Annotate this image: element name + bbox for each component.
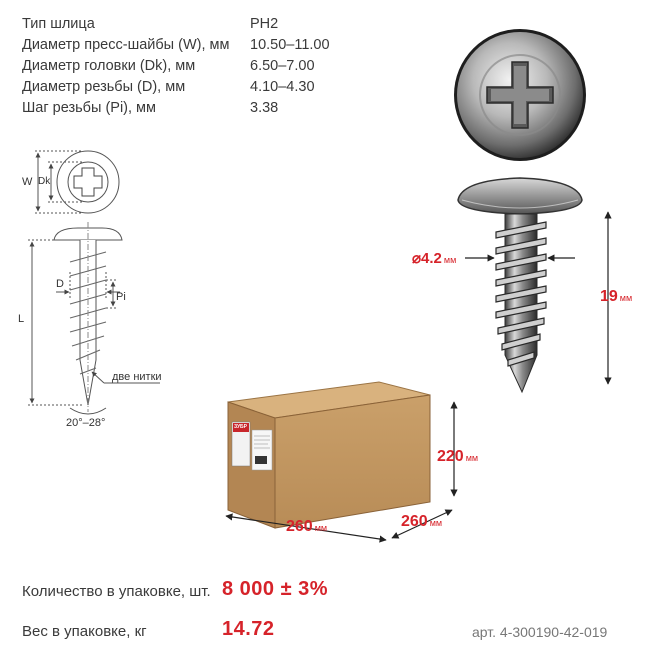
label-dk: Dk bbox=[38, 176, 51, 187]
weight-label: Вес в упаковке, кг bbox=[22, 623, 147, 640]
length-dimension bbox=[600, 288, 632, 306]
box-depth-unit: мм bbox=[429, 518, 443, 528]
screw-thread-ridges bbox=[496, 222, 546, 366]
diameter-unit: мм bbox=[443, 255, 457, 265]
qty-label: Количество в упаковке, шт. bbox=[22, 583, 211, 600]
box-width-value: 260 bbox=[286, 518, 313, 535]
screw-side-photo bbox=[458, 178, 582, 392]
box-width-dimension bbox=[286, 518, 327, 536]
spec-value: 10.50–11.00 bbox=[250, 37, 330, 53]
length-unit: мм bbox=[619, 293, 633, 303]
diameter-dimension bbox=[412, 249, 456, 267]
diameter-value: ⌀4.2 bbox=[412, 250, 442, 267]
box-depth-value: 260 bbox=[401, 513, 428, 530]
article-number: арт. 4-300190-42-019 bbox=[472, 624, 608, 640]
weight-value: 14.72 bbox=[222, 618, 275, 640]
box-height-unit: мм bbox=[465, 453, 479, 463]
spec-value: 6.50–7.00 bbox=[250, 58, 315, 74]
spec-value: PH2 bbox=[250, 16, 279, 32]
spec-value: 4.10–4.30 bbox=[250, 79, 315, 95]
box-brand-logo: ЗУБР bbox=[234, 424, 247, 430]
label-pi: Pi bbox=[116, 291, 126, 303]
label-d: D bbox=[56, 278, 64, 290]
length-value: 19 bbox=[600, 288, 618, 305]
box-width-unit: мм bbox=[314, 523, 328, 533]
spec-label: Тип шлица bbox=[22, 16, 95, 32]
spec-label: Диаметр пресс-шайбы (W), мм bbox=[22, 37, 230, 53]
packaging-box bbox=[228, 382, 430, 528]
box-height-value: 220 bbox=[437, 448, 464, 465]
box-depth-dimension bbox=[401, 513, 442, 531]
qty-value: 8 000 ± 3% bbox=[222, 578, 329, 600]
spec-label: Диаметр резьбы (D), мм bbox=[22, 79, 186, 95]
label-l: L bbox=[18, 313, 25, 325]
label-angle: 20°–28° bbox=[66, 417, 106, 429]
drawing-side-view bbox=[28, 222, 160, 414]
screw-head-top-photo bbox=[454, 29, 586, 161]
spec-label: Диаметр головки (Dk), мм bbox=[22, 58, 196, 74]
spec-value: 3.38 bbox=[250, 100, 279, 116]
label-w: W bbox=[22, 176, 33, 188]
label-two-threads: две нитки bbox=[112, 371, 162, 383]
box-height-dimension bbox=[437, 448, 478, 466]
spec-label: Шаг резьбы (Pi), мм bbox=[22, 100, 156, 116]
